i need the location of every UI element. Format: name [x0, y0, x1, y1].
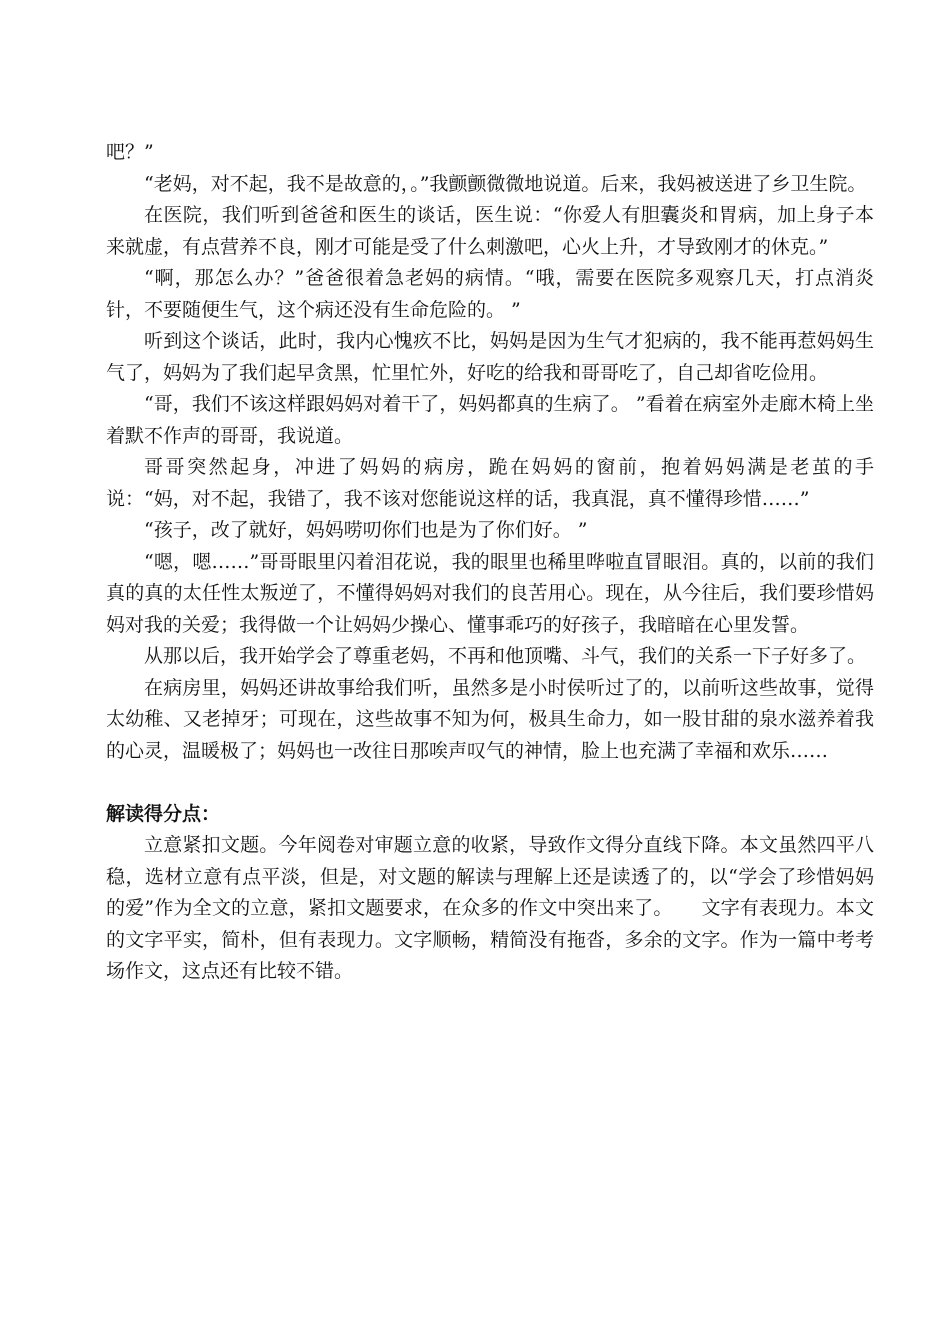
story-paragraph: “嗯，嗯……”哥哥眼里闪着泪花说，我的眼里也稀里哗啦直冒眼泪。真的，以前的我们真的真的太任性太叛逆了，不懂得妈妈对我们的良苦用心。现在，从今往后，我们要珍惜妈妈对我的关爱；我得做一个让妈妈少操心、懂事乖巧的好孩子，我暗暗在心里发誓。	[106, 550, 874, 636]
story-paragraph: 在病房里，妈妈还讲故事给我们听，虽然多是小时侯听过了的，以前听这些故事，觉得太幼稚、又老掉牙；可现在，这些故事不知为何，极具生命力，如一股甘甜的泉水滋养着我的心灵，温暖极了；妈妈也一改往日那唉声叹气的神情，脸上也充满了幸福和欢乐……	[106, 676, 874, 762]
story-paragraph: “老妈，对不起，我不是故意的，。”我颤颤微微地说道。后来，我妈被送进了乡卫生院。	[144, 172, 867, 195]
section-spacer	[106, 767, 874, 799]
analysis-paragraph: 立意紧扣文题。今年阅卷对审题立意的收紧，导致作文得分直线下降。本文虽然四平八稳，选材立意有点平淡，但是，对文题的解读与理解上还是读透了的，以“学会了珍惜妈妈的爱”作为全文的立意，紧扣文题要求，在众多的作文中突出来了。 文字有表现力。本文的文字平实，简朴，但有表现力。文字顺畅，精简没有拖沓，多余的文字。作为一篇中考考场作文，这点还有比较不错。	[106, 834, 874, 982]
story-paragraph: “孩子，改了就好，妈妈唠叨你们也是为了你们好。 ”	[144, 519, 588, 541]
analysis-heading: 解读得分点：	[106, 802, 221, 825]
story-paragraph: 听到这个谈话，此时，我内心愧疚不比，妈妈是因为生气才犯病的，我不能再惹妈妈生气了，妈妈为了我们起早贪黑，忙里忙外，好吃的给我和哥哥吃了，自己却省吃俭用。	[106, 330, 874, 384]
story-paragraph: 哥哥突然起身，冲进了妈妈的病房，跪在妈妈的窗前，抱着妈妈满是老茧的手说：“妈，对不起，我错了，我不该对您能说这样的话，我真混，真不懂得珍惜……”	[106, 456, 874, 510]
story-paragraph: 在医院，我们听到爸爸和医生的谈话，医生说：“你爱人有胆囊炎和胃病，加上身子本来就虚，有点营养不良，刚才可能是受了什么刺激吧，心火上升，才导致刚才的休克。”	[106, 204, 874, 258]
story-paragraph: “啊，那怎么办？”爸爸很着急老妈的病情。“哦，需要在医院多观察几天，打点消炎针，不要随便生气，这个病还没有生命危险的。 ”	[106, 267, 874, 321]
story-paragraph: “哥，我们不该这样跟妈妈对着干了，妈妈都真的生病了。 ”看着在病室外走廊木椅上坐着默不作声的哥哥，我说道。	[106, 393, 874, 447]
story-paragraph: 吧？”	[106, 141, 154, 163]
document-page	[106, 137, 874, 988]
story-paragraph: 从那以后，我开始学会了尊重老妈，不再和他顶嘴、斗气，我们的关系一下子好多了。	[144, 645, 867, 667]
